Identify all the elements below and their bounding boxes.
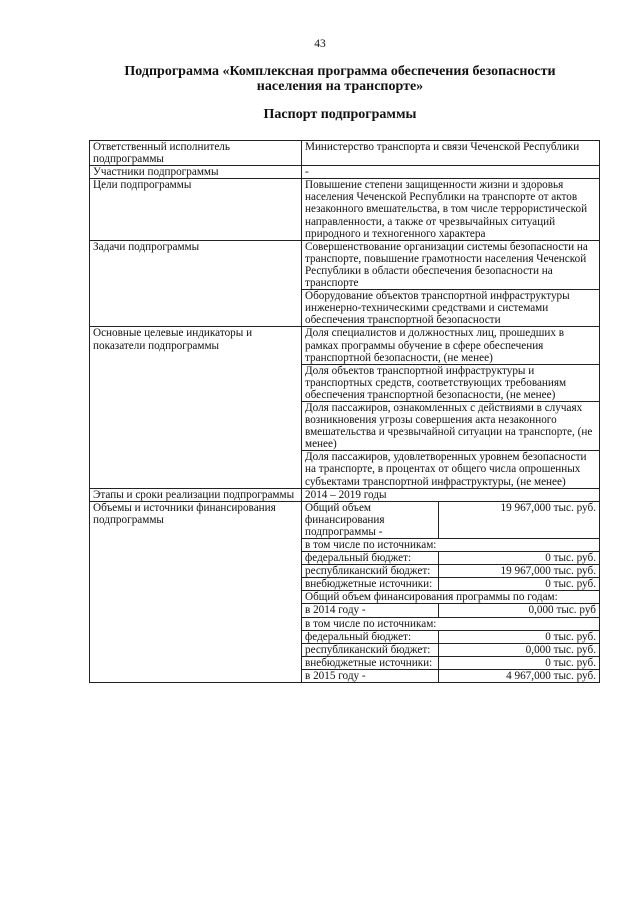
funding-row (302, 669, 599, 682)
title-line-2: населения на транспорте» (256, 79, 424, 94)
funding-row (302, 502, 599, 539)
funding-row (302, 656, 599, 669)
republic-value: 19 967,000 тыс. руб. (438, 565, 599, 578)
indicators-list (302, 327, 600, 488)
executor-value: Министерство транспорта и связи Чеченской Республики (302, 141, 600, 166)
year-2014-value: 0,000 тыс. руб (438, 604, 599, 617)
total-value: 19 967,000 тыс. руб. (438, 502, 599, 539)
funding-row (302, 552, 599, 565)
task-item: Совершенствование организации системы безопасности на транспорте, повышение грамотности населения Чеченской Республики в области обеспечения безопасности на транспорте (305, 240, 588, 290)
republic-value-2: 0,000 тыс. руб. (438, 643, 599, 656)
by-years-label: Общий объем финансирования программы по годам: (302, 591, 599, 604)
row-participants (90, 166, 600, 179)
funding-row (302, 591, 599, 604)
indicator-item: Доля объектов транспортной инфраструктуры и транспортных средств, соответствующих требованиям обеспечения транспортной безопасности, (не менее) (302, 364, 599, 401)
republic-label: республиканский бюджет: (302, 565, 438, 578)
row-goals (90, 179, 600, 240)
participants-value: - (302, 166, 600, 179)
participants-label: Участники подпрограммы (90, 166, 302, 179)
document-title (60, 64, 620, 94)
total-label: Общий объем финансирования подпрограммы - (302, 502, 438, 539)
row-executor (90, 141, 600, 166)
row-funding (90, 501, 600, 682)
republic-label-2: республиканский бюджет: (302, 643, 438, 656)
funding-row (302, 630, 599, 643)
indicator-item: Доля специалистов и должностных лиц, прошедших в рамках программы обучение в сфере обеспечения транспортной безопасности, (не менее) (305, 327, 565, 364)
offbudget-value: 0 тыс. руб. (438, 578, 599, 591)
row-tasks (90, 240, 600, 327)
indicator-item: Доля пассажиров, ознакомленных с действиями в случаях возникновения угрозы совершения акта незаконного вмешательства и чрезвычайной ситуации на транспорте, (не менее) (302, 401, 599, 450)
funding-row (302, 643, 599, 656)
title-line-1: Подпрограмма «Комплексная программа обеспечения безопасности (124, 64, 556, 79)
funding-row (302, 578, 599, 591)
funding-row (302, 604, 599, 617)
funding-details (302, 501, 600, 682)
federal-label: федеральный бюджет: (302, 552, 438, 565)
funding-row (302, 617, 599, 630)
tasks-list (302, 240, 600, 327)
by-sources-label: в том числе по источникам: (302, 539, 599, 552)
offbudget-label: внебюджетные источники: (302, 578, 438, 591)
indicators-label: Основные целевые индикаторы и показатели подпрограммы (90, 327, 302, 488)
federal-value-2: 0 тыс. руб. (438, 630, 599, 643)
tasks-label: Задачи подпрограммы (90, 240, 302, 327)
stages-value: 2014 – 2019 годы (302, 488, 600, 501)
row-stages (90, 488, 600, 501)
offbudget-label-2: внебюджетные источники: (302, 656, 438, 669)
goals-value: Повышение степени защищенности жизни и здоровья населения Чеченской Республики на транспорте от актов незаконного вмешательства, в том числе террористической направленности, а также от чрезвычайных ситуаций природного и техногенного характера (302, 179, 600, 240)
task-item: Оборудование объектов транспортной инфраструктуры инженерно-техническими средствами и системами обеспечения транспортной безопасности (302, 289, 599, 326)
funding-label: Объемы и источники финансирования подпрограммы (90, 501, 302, 682)
year-2014-label: в 2014 году - (302, 604, 438, 617)
row-indicators (90, 327, 600, 488)
stages-label: Этапы и сроки реализации подпрограммы (90, 488, 302, 501)
indicator-item: Доля пассажиров, удовлетворенных уровнем безопасности на транспорте, в процентах от общего числа опрошенных субъектами транспортной инфраструктуры, (не менее) (302, 450, 599, 487)
funding-table (302, 502, 599, 682)
executor-label: Ответственный исполнитель подпрограммы (90, 141, 302, 166)
page-number: 43 (314, 38, 326, 50)
by-sources-label-2: в том числе по источникам: (302, 617, 599, 630)
federal-label-2: федеральный бюджет: (302, 630, 438, 643)
funding-row (302, 539, 599, 552)
year-2015-label: в 2015 году - (302, 669, 438, 682)
funding-row (302, 565, 599, 578)
federal-value: 0 тыс. руб. (438, 552, 599, 565)
offbudget-value-2: 0 тыс. руб. (438, 656, 599, 669)
passport-heading: Паспорт подпрограммы (263, 107, 417, 122)
goals-label: Цели подпрограммы (90, 179, 302, 240)
passport-table (89, 140, 600, 683)
year-2015-value: 4 967,000 тыс. руб. (438, 669, 599, 682)
